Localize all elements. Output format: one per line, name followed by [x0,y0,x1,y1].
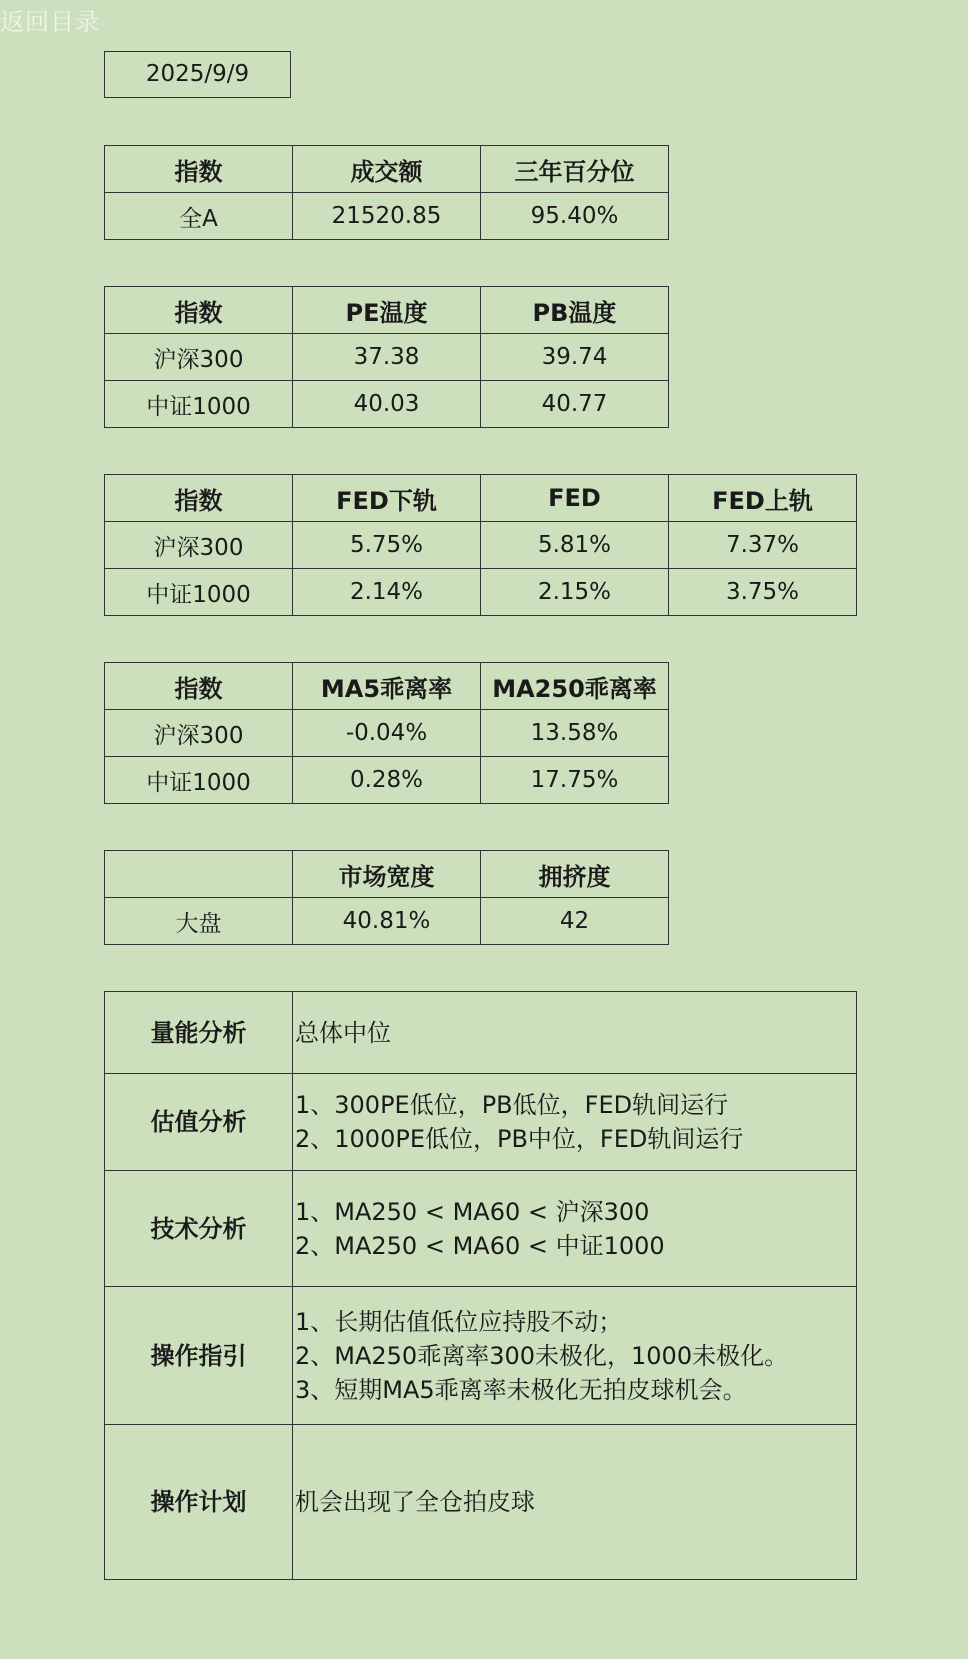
analysis-label-cell: 操作计划 [105,1425,293,1580]
analysis-section [104,991,857,1580]
analysis-content-cell [293,1287,857,1425]
row-label-cell: 大盘 [105,898,293,945]
value-cell: 40.81% [293,898,481,945]
date-cell: 2025/9/9 [104,51,291,98]
value-cell: 42 [481,898,669,945]
header-cell [105,851,293,898]
table-header-row [105,851,669,898]
row-label-cell: 沪深300 [105,334,293,381]
header-cell: MA5乖离率 [293,663,481,710]
fed-table [104,474,857,616]
value-cell: 17.75% [481,757,669,804]
table-row [105,1074,857,1171]
value-cell: 3.75% [669,569,857,616]
value-cell: 2.14% [293,569,481,616]
table-row [105,569,857,616]
header-cell: 拥挤度 [481,851,669,898]
analysis-line: 2、MA250 < MA60 < 中证1000 [295,1231,665,1260]
header-cell: MA250乖离率 [481,663,669,710]
turnover-section [104,145,669,240]
table-row [105,193,669,240]
value-cell: 40.77 [481,381,669,428]
row-label-cell: 中证1000 [105,757,293,804]
table-header-row [105,146,669,193]
value-cell: 7.37% [669,522,857,569]
breadth-table [104,850,669,945]
header-cell: PB温度 [481,287,669,334]
analysis-table [104,991,857,1580]
analysis-line: 2、MA250乖离率300未极化，1000未极化。 [295,1341,789,1370]
row-label-cell: 沪深300 [105,522,293,569]
value-cell: 5.81% [481,522,669,569]
table-row [105,898,669,945]
header-cell: 成交额 [293,146,481,193]
analysis-content-cell [293,1425,857,1580]
header-cell: FED下轨 [293,475,481,522]
analysis-line: 1、MA250 < MA60 < 沪深300 [295,1197,650,1226]
value-cell: 39.74 [481,334,669,381]
table-row [105,1171,857,1287]
valuation-section [104,286,669,428]
ma-section [104,662,669,804]
table-header-row [105,287,669,334]
value-cell: 37.38 [293,334,481,381]
analysis-line: 机会出现了全仓拍皮球 [295,1488,535,1516]
table-row [105,1287,857,1425]
header-cell: PE温度 [293,287,481,334]
header-cell: 三年百分位 [481,146,669,193]
header-cell: FED [481,475,669,522]
header-cell: 指数 [105,287,293,334]
analysis-label-cell: 估值分析 [105,1074,293,1171]
return-to-contents-link[interactable]: 返回目录 [0,8,100,36]
analysis-content-cell [293,992,857,1074]
analysis-content-cell [293,1074,857,1171]
value-cell: 13.58% [481,710,669,757]
analysis-line: 总体中位 [295,1018,391,1047]
header-cell: 指数 [105,475,293,522]
value-cell: 95.40% [481,193,669,240]
table-row [105,334,669,381]
value-cell: 0.28% [293,757,481,804]
value-cell: 21520.85 [293,193,481,240]
table-row [105,710,669,757]
turnover-table [104,145,669,240]
table-row [105,1425,857,1580]
analysis-line: 2、1000PE低位，PB中位，FED轨间运行 [295,1125,744,1153]
table-row [105,381,669,428]
value-cell: 5.75% [293,522,481,569]
header-cell: 市场宽度 [293,851,481,898]
analysis-line: 1、300PE低位，PB低位，FED轨间运行 [295,1091,729,1119]
table-row [105,522,857,569]
analysis-line: 3、短期MA5乖离率未极化无拍皮球机会。 [295,1375,747,1404]
table-header-row [105,475,857,522]
valuation-table [104,286,669,428]
value-cell: -0.04% [293,710,481,757]
analysis-label-cell: 量能分析 [105,992,293,1074]
table-row [105,757,669,804]
header-cell: 指数 [105,663,293,710]
value-cell: 40.03 [293,381,481,428]
analysis-label-cell: 技术分析 [105,1171,293,1287]
header-cell: FED上轨 [669,475,857,522]
analysis-content-cell [293,1171,857,1287]
analysis-label-cell: 操作指引 [105,1287,293,1425]
value-cell: 2.15% [481,569,669,616]
ma-deviation-table [104,662,669,804]
row-label-cell: 中证1000 [105,381,293,428]
row-label-cell: 沪深300 [105,710,293,757]
row-label-cell: 全A [105,193,293,240]
fed-section [104,474,857,616]
header-cell: 指数 [105,146,293,193]
table-header-row [105,663,669,710]
analysis-line: 1、长期估值低位应持股不动； [295,1307,623,1336]
table-row [105,992,857,1074]
breadth-section [104,850,669,945]
row-label-cell: 中证1000 [105,569,293,616]
